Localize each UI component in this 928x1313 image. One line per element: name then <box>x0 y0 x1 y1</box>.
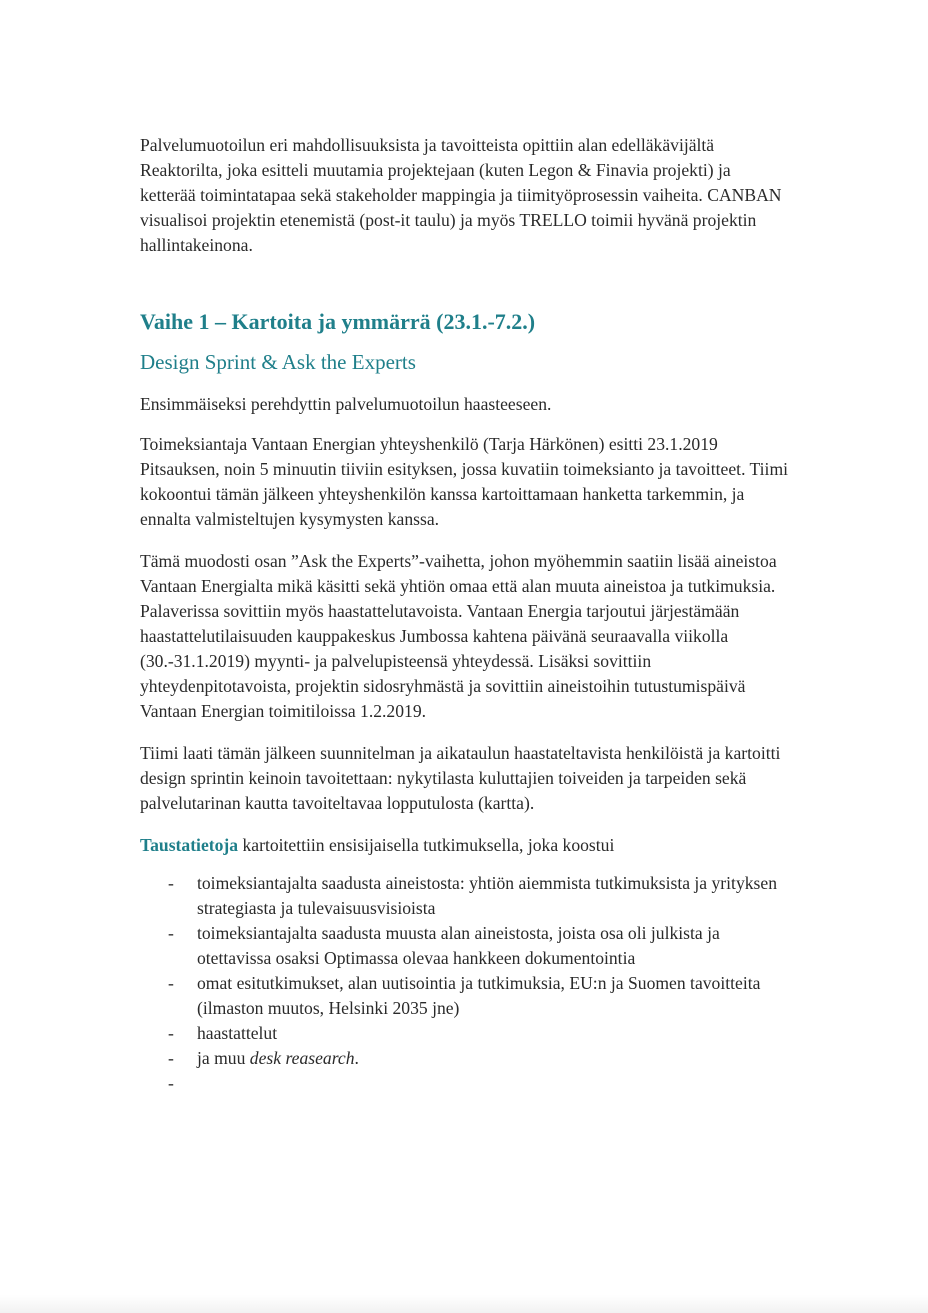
background-paragraph <box>140 833 790 858</box>
list-item-italic: desk reasearch <box>249 1048 355 1068</box>
list-item-suffix: . <box>354 1048 359 1068</box>
paragraph-4: Tiimi laati tämän jälkeen suunnitelman ja aikataulun haastateltavista henkilöistä ja kartoitti design sprintin keinoin tavoitettaan: nykytilasta kuluttajien toiveiden ja tarpeiden sekä palvelutarinan kautta tavoiteltavaa lopputulosta (kartta). <box>140 743 781 813</box>
subsection-heading: Design Sprint & Ask the Experts <box>140 350 416 374</box>
list-item-empty <box>140 1071 790 1096</box>
list-item-text: ja muu <box>197 1048 250 1068</box>
list-dash: - <box>168 1023 174 1043</box>
list-item-text: toimeksiantajalta saadusta muusta alan aineistosta, joista osa oli julkista ja otettavissa osaksi Optimassa olevaa hankkeen dokumentointia <box>197 923 720 968</box>
background-label: Taustatietoja <box>140 835 239 855</box>
intro-paragraph: Palvelumuotoilun eri mahdollisuuksista ja tavoitteista opittiin alan edelläkävijältä Reaktorilta, joka esitteli muutamia projektejaan (kuten Legon & Finavia projekti) ja ketterää toimintatapaa sekä stakeholder mappingia ja tiimityöprosessin vaiheita. CANBAN visualisoi projektin etenemistä (post-it taulu) ja myös TRELLO toimii hyvänä projektin hallintakeinona. <box>140 135 782 255</box>
list-item <box>140 971 790 1021</box>
section-heading: Vaihe 1 – Kartoita ja ymmärrä (23.1.-7.2.) <box>140 309 536 334</box>
list-dash: - <box>168 923 174 943</box>
page-bottom-edge <box>0 1295 928 1313</box>
list-dash: - <box>168 873 174 893</box>
list-item <box>140 871 790 921</box>
source-list <box>140 871 790 1096</box>
list-item-text: haastattelut <box>197 1023 278 1043</box>
list-item <box>140 1021 790 1046</box>
list-item <box>140 1046 790 1071</box>
list-item-text: toimeksiantajalta saadusta aineistosta: yhtiön aiemmista tutkimuksista ja yrityksen strategiasta ja tulevaisuusvisioista <box>197 873 777 918</box>
paragraph-3: Tämä muodosti osan ”Ask the Experts”-vaihetta, johon myöhemmin saatiin lisää aineistoa Vantaan Energialta mikä käsitti sekä yhtiön omaa että alan muuta aineistoa ja tutkimuksia. Palaverissa sovittiin myös haastattelutavoista. Vantaan Energia tarjoutui järjestämään haastattelutilaisuuden kauppakeskus Jumbossa kahtena päivänä seuraavalla viikolla (30.-31.1.2019) myynti- ja palvelupisteensä yhteydessä. Lisäksi sovittiin yhteydenpitotavoista, projektin sidosryhmästä ja sovittiin aineistoihin tutustumispäivä Vantaan Energian toimitiloissa 1.2.2019. <box>140 551 777 721</box>
paragraph-1: Ensimmäiseksi perehdyttin palvelumuotoilun haasteeseen. <box>140 394 552 414</box>
list-item-text: omat esitutkimukset, alan uutisointia ja tutkimuksia, EU:n ja Suomen tavoitteita (ilmaston muutos, Helsinki 2035 jne) <box>197 973 761 1018</box>
paragraph-2: Toimeksiantaja Vantaan Energian yhteyshenkilö (Tarja Härkönen) esitti 23.1.2019 Pitsauksen, noin 5 minuutin tiiviin esityksen, jossa kuvatiin toimeksianto ja tavoitteet. Tiimi kokoontui tämän jälkeen yhteyshenkilön kanssa kartoittamaan hanketta tarkemmin, ja ennalta valmisteltujen kysymysten kanssa. <box>140 434 789 529</box>
list-dash: - <box>168 1073 174 1093</box>
document-body <box>140 133 790 1096</box>
list-item <box>140 921 790 971</box>
list-dash: - <box>168 973 174 993</box>
background-text: kartoitettiin ensisijaisella tutkimuksella, joka koostui <box>238 835 615 855</box>
list-dash: - <box>168 1048 174 1068</box>
